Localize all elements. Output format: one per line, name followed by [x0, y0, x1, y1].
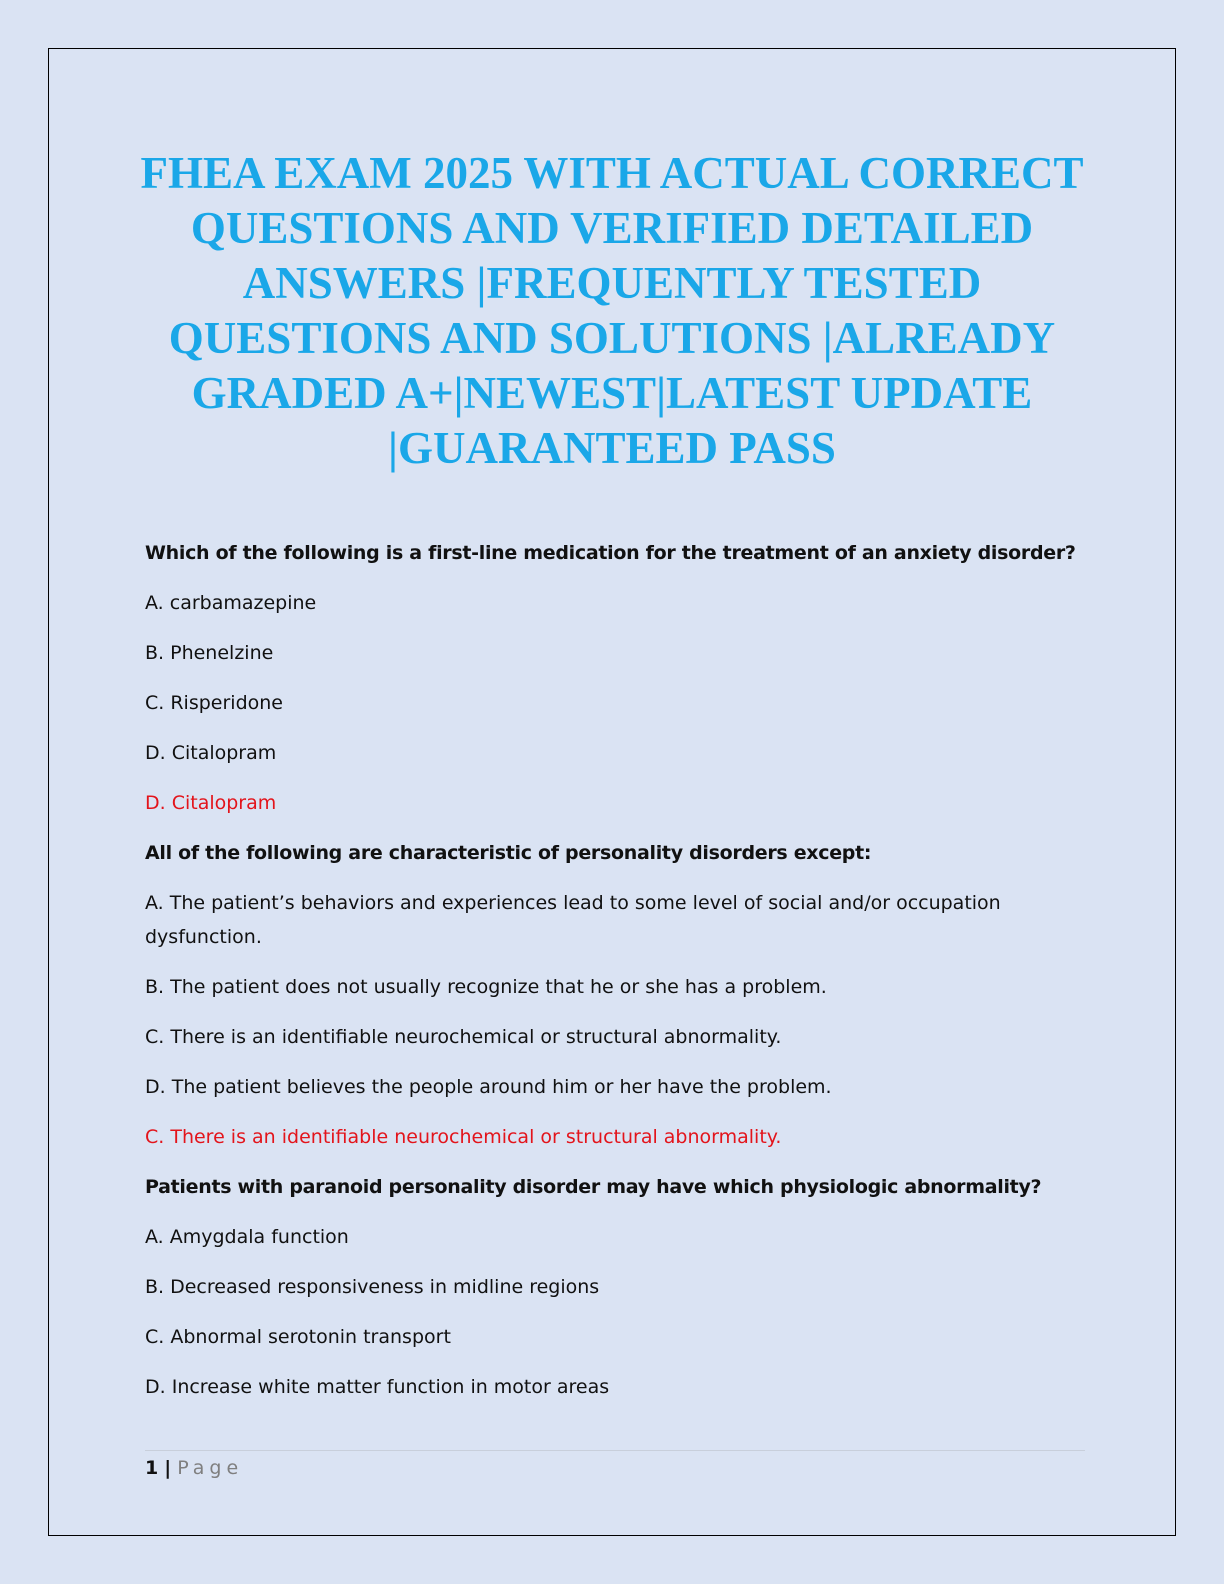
- option: D. Increase white matter function in motor areas: [145, 1376, 610, 1398]
- option: C. Risperidone: [145, 692, 283, 714]
- option: C. Abnormal serotonin transport: [145, 1326, 451, 1348]
- option: A. Amygdala function: [145, 1226, 349, 1248]
- option: A. carbamazepine: [145, 592, 317, 614]
- correct-answer: D. Citalopram: [145, 792, 277, 814]
- question-text: Patients with paranoid personality disorder may have which physiologic abnormality?: [145, 1176, 1042, 1198]
- page-number: 1: [145, 1457, 159, 1479]
- option: B. Decreased responsiveness in midline regions: [145, 1276, 600, 1298]
- page-footer: [145, 1456, 243, 1480]
- footer-divider: [145, 1450, 1085, 1451]
- document-title: FHEA EXAM 2025 WITH ACTUAL CORRECT QUESTIONS AND VERIFIED DETAILED ANSWERS |FREQUENTLY TESTED QUESTIONS AND SOLUTIONS |ALREADY GRADED A+|NEWEST|LATEST UPDATE |GUARANTEED PASS: [140, 148, 1084, 473]
- option: B. The patient does not usually recognize that he or she has a problem.: [145, 976, 827, 998]
- footer-separator: |: [164, 1457, 172, 1479]
- correct-answer: C. There is an identifiable neurochemical or structural abnormality.: [145, 1126, 782, 1148]
- question-text: Which of the following is a first-line medication for the treatment of an anxiety disorder?: [145, 542, 1076, 564]
- question-text: All of the following are characteristic of personality disorders except:: [145, 842, 872, 864]
- option: D. The patient believes the people around him or her have the problem.: [145, 1076, 832, 1098]
- page-label: Page: [177, 1457, 244, 1479]
- option: D. Citalopram: [145, 742, 277, 764]
- option: C. There is an identifiable neurochemical or structural abnormality.: [145, 1026, 782, 1048]
- document-body: [145, 536, 1085, 1420]
- option: A. The patient’s behaviors and experiences lead to some level of social and/or occupation dysfunction.: [145, 892, 1001, 948]
- option: B. Phenelzine: [145, 642, 274, 664]
